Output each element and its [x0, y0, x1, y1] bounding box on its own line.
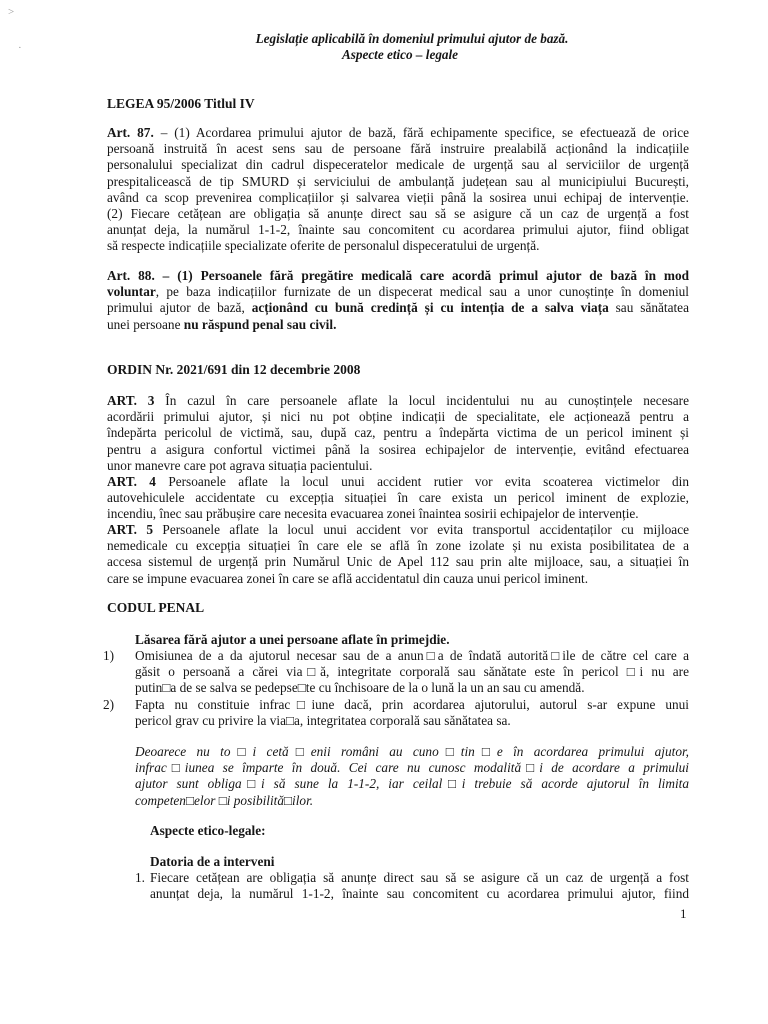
title-line-1: Legislație aplicabilă în domeniul primului ajutor de bază. [255, 31, 569, 46]
article-87 [107, 125, 689, 255]
italic-note-line: infrac□iunea se împarte în două. Cei care nu cunosc modalită□i de acordare a primului [135, 760, 689, 776]
penal-item-2-number: 2) [103, 697, 115, 712]
order-heading: ORDIN Nr. 2021/691 din 12 decembrie 2008 [107, 362, 361, 377]
art4-line: autovehiculele accidentate cu excepția situației în care exista un pericol iminent de explozie, [107, 490, 689, 506]
art88-line: Art. 88. – (1) Persoanele fără pregătire medicală care acordă primul ajutor de bază în mod [107, 268, 690, 283]
italic-note-line: competen□elor □i posibilită□ilor. [135, 792, 314, 808]
article-88 [107, 268, 689, 333]
art87-line: anunțat deja, la numărul 1-1-2, înainte sau concomitent cu acordarea primului ajutor, fiind obligat [107, 222, 689, 238]
art5-line: ART. 5 Persoanele aflate la locul unui accident vor evita transportul accidentaților cu mijloace [107, 522, 690, 537]
penal-item-2-line: pericol grav cu privire la via□a, integritatea corporală sau sănătatea sa. [135, 713, 511, 729]
art87-line: având ca scop prevenirea complicațiilor și salvarea vieții până la sosirea unui echipaj de intervenție. [107, 189, 689, 205]
penal-subheading: Lăsarea fără ajutor a unei persoane aflate în primejdie. [135, 632, 450, 647]
scan-mark: > [8, 6, 15, 18]
ethics-item-1-line: Fiecare cetățean are obligația să anunțe direct sau să se asigure că un caz de urgență a fost [150, 870, 689, 885]
penal-item-2-line: Fapta nu constituie infrac□iune dacă, prin acordarea ajutorului, autorul s-ar expune unui [135, 697, 689, 712]
art3-label: ART. 3 [107, 393, 155, 408]
title-line-2: Aspecte etico – legale [341, 47, 459, 62]
art87-line: personalului specializat din cadrul dispeceratelor medicale de urgență sau al serviciilor de urgență [107, 157, 689, 173]
art5-line: care se impune evacuarea zonei în care se află accidentatul din cauza unui pericol iminent. [107, 570, 589, 586]
document-title [0, 31, 768, 63]
art5-line: nemedicale cu excepția situației în care ele se află în zone izolate și nu exista posibilitatea de a [107, 538, 689, 554]
penal-italic-note [135, 744, 689, 809]
penal-item-1 [135, 648, 689, 697]
art88-line: unei persoane nu răspund penal sau civil. [107, 316, 337, 332]
art4-line: ART. 4 Persoanele aflate la locul unui accident rutier vor evita scoaterea victimelor din [107, 474, 689, 489]
ethics-heading: Aspecte etico-legale: [150, 823, 266, 838]
art87-line: persoană instruită în acest sens sau de persoane fără instruire prealabilă acționând la indicațiile [107, 141, 689, 157]
art88-line: primului ajutor de bază, acționând cu bună credință și cu intenția de a salva viața sau sănătatea [107, 300, 689, 316]
art3-line: pentru a asigura confortul victimei până la sosirea echipajelor de intervenție, evitând efectuarea [107, 441, 689, 457]
art5-line: accesa sistemul de urgență prin Numărul Unic de Apel 112 sau prin alte mijloace, sau, a situației în [107, 554, 689, 570]
penal-item-1-line: putin□a de se salva se pedepse□te cu închisoare de la o lună la un an sau cu amendă. [135, 680, 585, 696]
art3-line: unor manevre care pot agrava situația pacientului. [107, 457, 373, 473]
ethics-item-1-line: anunțat deja, la numărul 1-1-2, înainte sau concomitent cu acordarea primului ajutor, fiind [150, 886, 689, 902]
penal-item-1-line: găsit o persoană a cărei via□ă, integritate corporală sau sănătate este în pericol □i nu are [135, 664, 689, 680]
duty-heading: Datoria de a interveni [150, 854, 275, 869]
art4-label: ART. 4 [107, 474, 156, 489]
ethics-item-1 [150, 870, 689, 902]
order-article-3 [107, 393, 689, 474]
penal-item-2 [135, 697, 689, 729]
art3-line: îndepărta pericolul de victimă, sau, după caz, pentru a îndepărta victima de un pericol iminent și [107, 425, 689, 441]
art4-line: incendiu, înec sau prăbușire care necesita evacuarea zonei înaintea sosirii echipajelor de intervenție. [107, 506, 639, 522]
law-heading: LEGEA 95/2006 Titlul IV [107, 96, 255, 111]
scan-mark: · [18, 42, 22, 54]
art87-line: Art. 87. – (1) Acordarea primului ajutor de bază, fără echipamente specifice, se efectuează de orice [107, 125, 689, 140]
order-article-5 [107, 522, 689, 587]
art3-line: acordării primului ajutor, și nici nu pot obține indicații de specialitate, ele acționează pentru a [107, 409, 689, 425]
art5-label: ART. 5 [107, 522, 154, 537]
penal-item-1-line: Omisiunea de a da ajutorul necesar sau de a anun□a de îndată autorită□ile de către cel care a [135, 648, 689, 663]
ethics-item-1-number: 1. [135, 870, 145, 885]
art87-line: prespitalicească de tip SMURD și serviciului de ambulanță județean sau al municipiului București, [107, 173, 689, 189]
penal-code-heading: CODUL PENAL [107, 600, 205, 615]
italic-note-line: ajutor sunt obliga□i să sune la 1-1-2, iar ceilal□i trebuie să acorde ajutorul în limita [135, 776, 689, 792]
order-article-4 [107, 474, 689, 523]
art88-line: voluntar, pe baza indicațiilor furnizate de un dispecerat medical sau a unor cunoștințe în domeniul [107, 284, 689, 300]
art87-line: (2) Fiecare cetățean are obligația să anunțe direct sau să se asigure că un caz de urgență a fost [107, 206, 689, 222]
penal-item-1-number: 1) [103, 648, 115, 663]
art3-line: ART. 3 În cazul în care persoanele aflate la locul incidentului nu au cunoștințele necesare [107, 393, 690, 408]
italic-note-line: Deoarece nu to□i cetă□enii români au cuno□tin□e în acordarea primului ajutor, [135, 744, 689, 759]
art87-label: Art. 87. [107, 125, 154, 140]
art87-line: să respecte indicațiile specializate oferite de personalul dispeceratului de urgență. [107, 238, 540, 254]
page-number: 1 [680, 906, 687, 921]
